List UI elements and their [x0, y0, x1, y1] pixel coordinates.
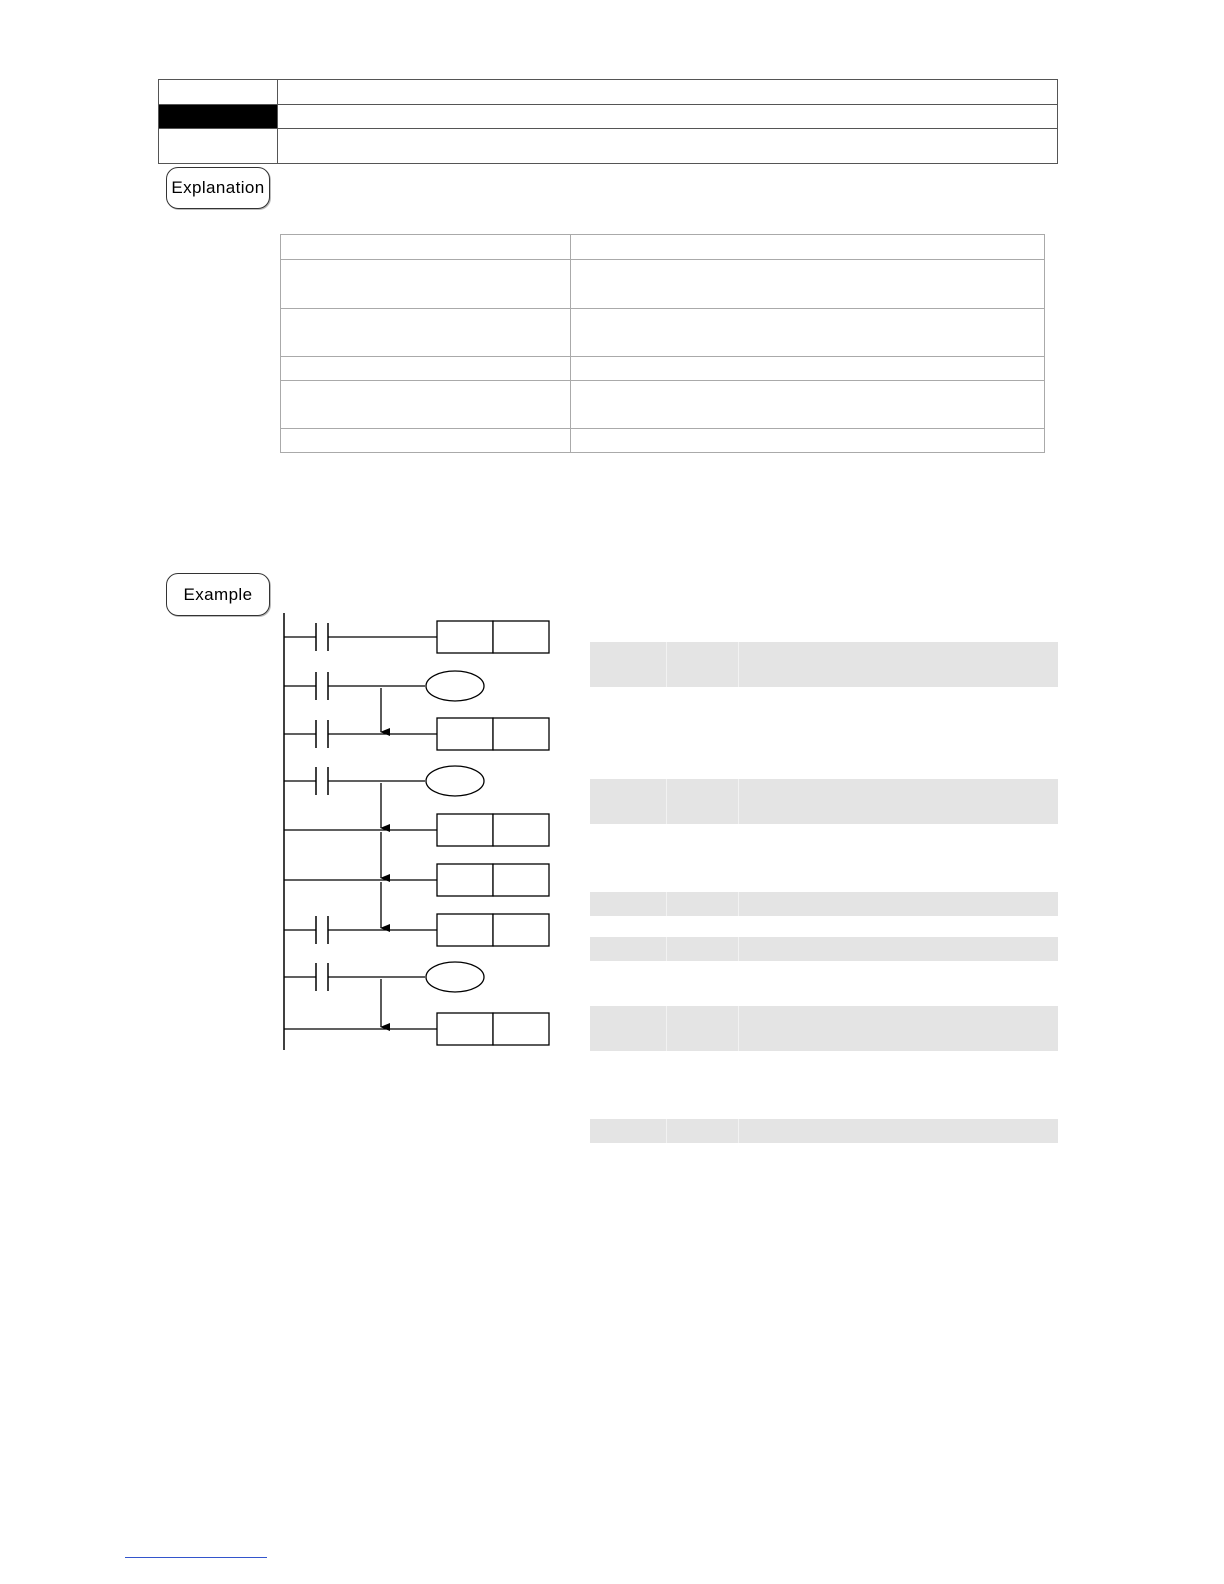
- ladder-svg: [270, 605, 570, 1060]
- table-row: [281, 429, 1044, 453]
- coil-oval: [426, 766, 484, 796]
- table-row: [281, 235, 1044, 260]
- instruction-row: [590, 892, 1058, 916]
- instruction-box-operand: [493, 914, 549, 946]
- table-row: [281, 357, 1044, 381]
- instruction-row: [590, 937, 1058, 961]
- header-cell-note: [159, 129, 278, 164]
- explanation-table: [280, 234, 1045, 453]
- header-cell-api: [159, 80, 278, 104]
- table-row: [281, 309, 1044, 357]
- instruction-row: [590, 1006, 1058, 1051]
- ladder-diagram: [270, 605, 570, 1060]
- table-row: [281, 260, 1044, 309]
- instruction-box-operand: [493, 1013, 549, 1045]
- instruction-box-operand: [493, 814, 549, 846]
- instruction-row: [590, 642, 1058, 687]
- instruction-box: [437, 621, 493, 653]
- instruction-box: [437, 914, 493, 946]
- header-row-3: [159, 129, 1057, 164]
- explanation-badge: Explanation: [166, 167, 270, 209]
- header-row-1: [159, 80, 1057, 105]
- instruction-box: [437, 864, 493, 896]
- instruction-row: [590, 779, 1058, 824]
- header-cell-dark: [159, 105, 278, 128]
- instruction-box-operand: [493, 621, 549, 653]
- coil-oval: [426, 962, 484, 992]
- footer-link-underline[interactable]: [125, 1557, 267, 1558]
- table-row: [281, 381, 1044, 429]
- instruction-box-operand: [493, 718, 549, 750]
- instruction-box: [437, 814, 493, 846]
- instruction-box: [437, 1013, 493, 1045]
- instruction-row: [590, 1119, 1058, 1143]
- instruction-box-operand: [493, 864, 549, 896]
- instruction-header-table: [158, 79, 1058, 164]
- header-row-2: [159, 105, 1057, 129]
- instruction-box: [437, 718, 493, 750]
- example-badge: Example: [166, 573, 270, 616]
- coil-oval: [426, 671, 484, 701]
